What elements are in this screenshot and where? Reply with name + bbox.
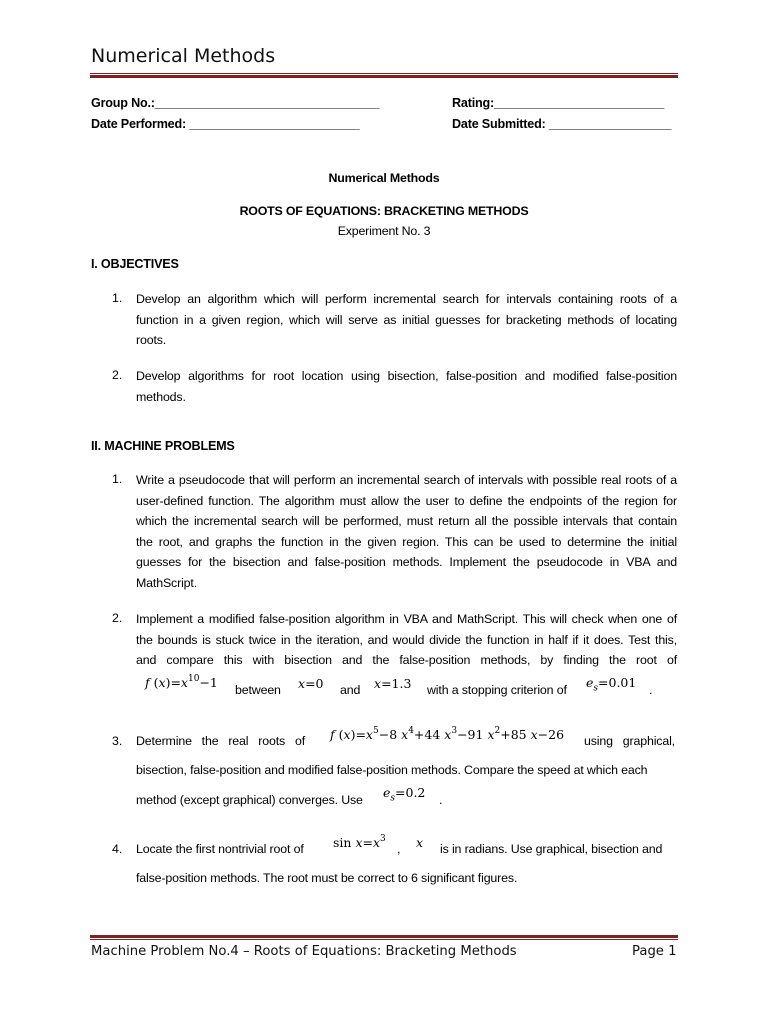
date-submitted-field[interactable]: Date Submitted: __________________ [452,117,672,131]
objective-2-line: methods. [136,389,186,404]
problem-3-polynomial: f $(x)=x^5-8$ $x^4+44$ $x^3-91$ $x^2+85$ x−26 [330,726,565,743]
problem-4-equation: $\sin x=x^3$ [333,834,386,851]
problem-1-line: guesses for the bisection and false-position methods. Implement the pseudocode in VBA and [136,555,677,570]
problem-2-text [136,609,677,671]
machine-problems-heading: II. MACHINE PROBLEMS [91,439,235,453]
objective-2-line: Develop algorithms for root location using bisection, false-position and modified false-position [136,369,677,383]
problem-2-period: . [649,683,653,697]
problem-3-using: using graphical, [584,734,675,748]
objective-2-text [136,366,677,407]
problem-3-line-2: bisection, false-position and modified false-position methods. Compare the speed at which each [136,763,648,777]
problem-3-intro: Determine the real roots of [136,734,305,748]
problem-2-equation: f $(x)=x^{10}-1$ [145,674,218,691]
problem-2-line: Implement a modified false-position algorithm in VBA and MathScript. This will check when one of [136,612,677,626]
course-title: Numerical Methods [328,171,440,185]
problem-3-period: . [439,793,443,807]
problem-3-line-3: method (except graphical) converges. Use [136,793,363,807]
problem-2-criterion: with a stopping criterion of [427,683,567,697]
objectives-heading: I. OBJECTIVES [91,257,179,271]
problem-2-line: the bounds is stuck twice in the iteration, and would divide the function in half if it does. Test this, [136,632,677,647]
objective-2-number: 2. [112,368,123,382]
problem-2-lower-bound: x=0 [298,676,324,691]
problem-3-number: 3. [112,734,123,748]
problem-4-number: 4. [112,842,123,856]
header-rule-thick [90,75,678,78]
footer-rule-thick [90,935,678,938]
header-rule-thin [90,73,678,74]
footer-title: Machine Problem No.4 – Roots of Equations: Bracketing Methods [91,944,517,959]
problem-2-line: and compare this with bisection and the false-position methods, by finding the root of [136,653,677,668]
problem-1-number: 1. [112,472,123,486]
problem-1-line: which the incremental search will be performed, must return all the possible intervals that contain [136,514,677,529]
problem-1-line: user-defined function. The algorithm must allow the user to define the endpoints of the region for [136,493,677,508]
problem-4-variable: x [416,835,424,850]
group-no-field[interactable]: Group No.:_________________________________ [91,96,380,110]
objective-1-text [136,289,677,351]
problem-2-number: 2. [112,611,123,625]
date-performed-field[interactable]: Date Performed: _________________________ [91,117,360,131]
document-title: ROOTS OF EQUATIONS: BRACKETING METHODS [239,204,529,218]
problem-2-between: between [235,683,281,697]
problem-1-line: Write a pseudocode that will perform an incremental search of intervals with possible real roots of a [136,473,677,487]
problem-4-comma: , [397,842,401,856]
problem-4-line-2: false-position methods. The root must be correct to 6 significant figures. [136,871,518,885]
problem-2-stopping-criterion: $e_s=0.01$ [586,675,637,694]
problem-4-intro: Locate the first nontrivial root of [136,842,304,856]
problem-1-line: the root, and graphs the function in the given region. This can be used to determine the initial [136,534,677,549]
problem-4-rest: is in radians. Use graphical, bisection and [440,842,663,856]
objective-1-line: Develop an algorithm which will perform incremental search for intervals containing roots of a [136,292,677,306]
problem-3-stopping-criterion: $e_s=0.2$ [383,785,426,804]
header-title: Numerical Methods [91,45,276,67]
page-number: Page 1 [632,944,677,959]
objective-1-line: function in a given region, which will serve as initial guesses for bracketing methods of locating [136,312,677,327]
problem-1-text [136,470,677,594]
experiment-number: Experiment No. 3 [337,224,431,238]
footer-rule-thin [90,939,678,940]
objective-1-line: roots. [136,333,167,348]
rating-field[interactable]: Rating:_________________________ [452,96,665,110]
problem-1-line: MathScript. [136,575,198,590]
problem-2-and: and [340,683,361,697]
problem-2-upper-bound: x=1.3 [374,676,412,691]
objective-1-number: 1. [112,291,123,305]
